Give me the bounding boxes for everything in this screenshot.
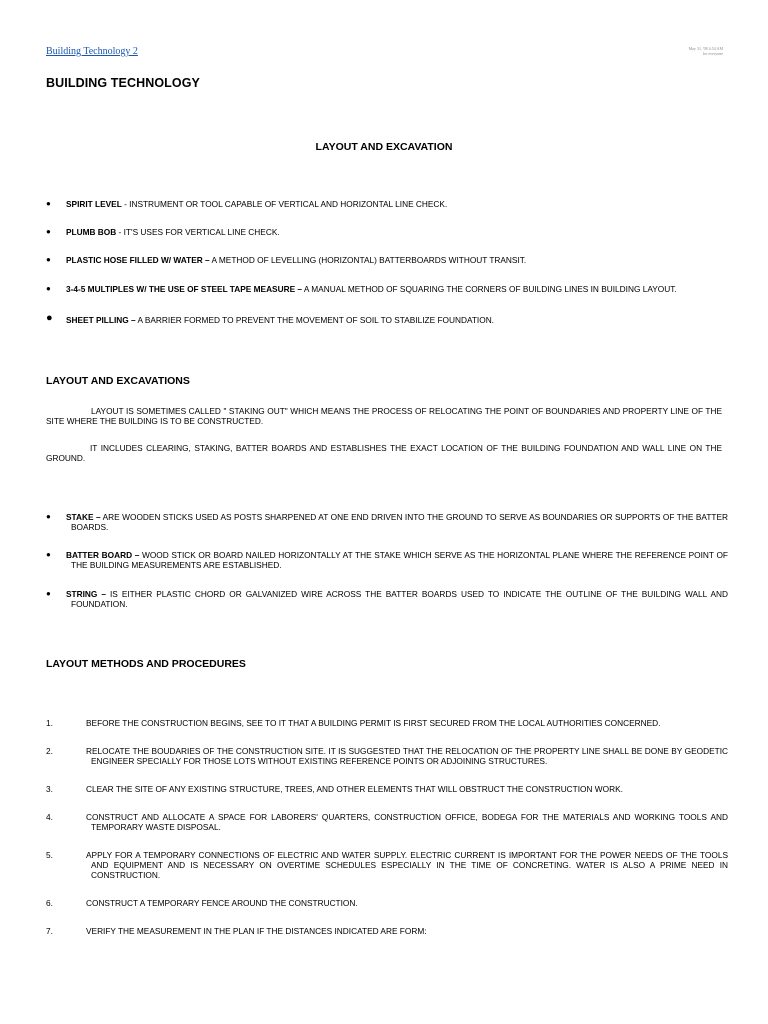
post-meta [689,46,723,56]
item-number: 4. [46,812,53,822]
item-number: 5. [46,850,53,860]
bullet-icon: ● [46,199,51,208]
item-text: CLEAR THE SITE OF ANY EXISTING STRUCTURE, TREES, AND OTHER ELEMENTS THAT WILL OBSTRUCT THE CONSTRUCTION WORK. [86,784,623,794]
list-item-term: SHEET PILLING – [66,315,136,325]
list-item-text: IS EITHER PLASTIC CHORD OR GALVANIZED WIRE ACROSS THE BATTER BOARDS USED TO INDICATE THE OUTLINE OF THE BUILDING WALL AND FOUNDATION. [71,589,728,609]
paragraph: IT INCLUDES CLEARING, STAKING, BATTER BOARDS AND ESTABLISHES THE EXACT LOCATION OF THE BUILDING FOUNDATION AND WALL LINE ON THE GROUND. [46,443,722,463]
bullet-icon: ● [46,255,51,264]
list-item-text: A MANUAL METHOD OF SQUARING THE CORNERS OF BUILDING LINES IN BUILDING LAYOUT. [302,284,677,294]
item-text: CONSTRUCT AND ALLOCATE A SPACE FOR LABORERS' QUARTERS, CONSTRUCTION OFFICE, BODEGA FOR THE MATERIALS AND WORKING TOOLS AND TEMPORARY WASTE DISPOSAL. [86,812,728,832]
item-number: 1. [46,718,53,728]
list-item-text: - IT'S USES FOR VERTICAL LINE CHECK. [116,227,280,237]
list-item-term: BATTER BOARD – [66,550,140,560]
list-item-text: WOOD STICK OR BOARD NAILED HORIZONTALLY AT THE STAKE WHICH SERVE AS THE HORIZONTAL PLANE WHERE THE REFERENCE POINT OF THE BUILDING MEASUREMENTS ARE ESTABLISHED. [71,550,728,570]
item-number: 3. [46,784,53,794]
document-title: BUILDING TECHNOLOGY [46,76,200,90]
paragraph: LAYOUT IS SOMETIMES CALLED " STAKING OUT" WHICH MEANS THE PROCESS OF RELOCATING THE POINT OF BOUNDARIES AND PROPERTY LINE OF THE SITE WHERE THE BUILDING IS TO BE CONSTRUCTED. [46,406,722,426]
list-item-term: PLASTIC HOSE FILLED W/ WATER – [66,255,210,265]
list-item-term: 3-4-5 MULTIPLES W/ THE USE OF STEEL TAPE MEASURE – [66,284,303,294]
item-text: VERIFY THE MEASUREMENT IN THE PLAN IF THE DISTANCES INDICATED ARE FORM: [86,926,427,936]
bullet-icon: ● [46,312,53,324]
item-text: BEFORE THE CONSTRUCTION BEGINS, SEE TO IT THAT A BUILDING PERMIT IS FIRST SECURED FROM THE LOCAL AUTHORITIES CONCERNED. [86,718,661,728]
item-number: 2. [46,746,53,756]
post-visibility: for everyone [702,51,723,56]
list-item-text: - INSTRUMENT OR TOOL CAPABLE OF VERTICAL AND HORIZONTAL LINE CHECK. [121,199,448,209]
item-text: RELOCATE THE BOUDARIES OF THE CONSTRUCTION SITE. IT IS SUGGESTED THAT THE RELOCATION OF THE PROPERTY LINE SHALL BE DONE BY GEODETIC ENGINEER SPECIALLY FOR THOSE LOTS WITHOUT EXISTING REFERENCE POINTS OR ADJOINING STRUCTURES. [86,746,728,766]
list-item-text: ARE WOODEN STICKS USED AS POSTS SHARPENED AT ONE END DRIVEN INTO THE GROUND TO SERVE AS BOUNDARIES OR SUPPORTS OF THE BATTER BOARDS. [71,512,728,532]
post-date: May 31, '08 4:54 AM [688,46,723,51]
item-text: CONSTRUCT A TEMPORARY FENCE AROUND THE CONSTRUCTION. [86,898,358,908]
bullet-icon: ● [46,589,51,598]
bullet-icon: ● [46,550,51,559]
list-item-term: PLUMB BOB [66,227,117,237]
item-text: APPLY FOR A TEMPORARY CONNECTIONS OF ELECTRIC AND WATER SUPPLY. ELECTRIC CURRENT IS IMPORTANT FOR THE POWER NEEDS OF THE TOOLS AND EQUIPMENT AND IS NECESSARY ON OVERTIME SCHEDULES ESPECIALLY IN THE TIME OF CONCRETING. WATER IS ALSO A PRIME NEED IN CONSTRUCTION. [86,850,728,880]
bullet-icon: ● [46,512,51,521]
source-link[interactable]: Building Technology 2 [46,46,138,57]
list-item-text: A METHOD OF LEVELLING (HORIZONTAL) BATTERBOARDS WITHOUT TRANSIT. [209,255,527,265]
item-number: 7. [46,926,53,936]
item-number: 6. [46,898,53,908]
list-item-term: SPIRIT LEVEL [66,199,122,209]
list-item-term: STRING – [66,589,106,599]
list-item-text: A BARRIER FORMED TO PREVENT THE MOVEMENT OF SOIL TO STABILIZE FOUNDATION. [135,315,494,325]
list-item-term: STAKE – [66,512,101,522]
bullet-icon: ● [46,227,51,236]
center-title: LAYOUT AND EXCAVATION [315,141,453,153]
bullet-icon: ● [46,284,51,293]
section-heading: LAYOUT METHODS AND PROCEDURES [46,658,246,670]
section-heading: LAYOUT AND EXCAVATIONS [46,375,190,387]
